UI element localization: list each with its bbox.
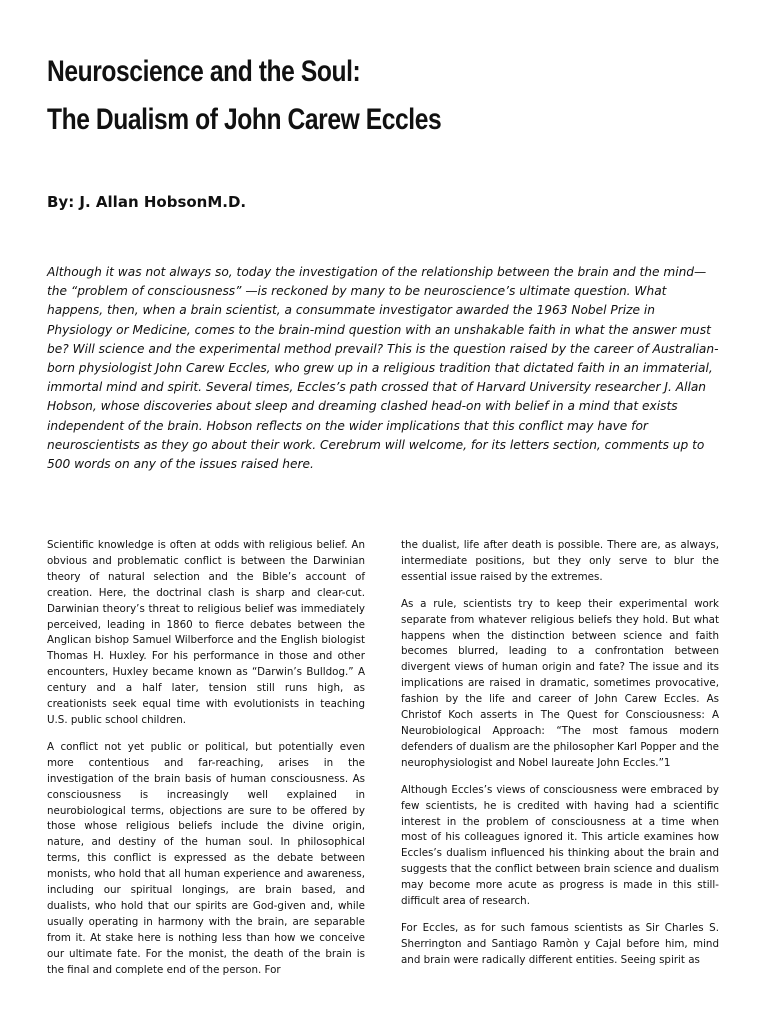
byline: By: J. Allan HobsonM.D. (47, 193, 247, 211)
left-column (47, 538, 365, 989)
article-title (47, 48, 737, 144)
paragraph: As a rule, scientists try to keep their experimental work separate from whatever religious beliefs they hold. But what happens when the distinction between science and faith becomes blurred, leading to a confrontation between divergent views of human origin and fate? The issue and its implications are raised in dramatic, sometimes provocative, fashion by the life and career of John Carew Eccles. As Christof Koch asserts in The Quest for Consciousness: A Neurobiological Approach: “The most famous modern defenders of dualism are the philosopher Karl Popper and the neurophysiologist and Nobel laureate John Eccles.”1 (401, 597, 719, 769)
paragraph: For Eccles, as for such famous scientists as Sir Charles S. Sherrington and Santiago Ramòn y Cajal before him, mind and brain were radically different entities. Seeing spirit as (401, 921, 719, 966)
paragraph: Although Eccles’s views of consciousness were embraced by few scientists, he is credited with having had a scientific interest in the problem of consciousness at a time when most of his colleagues ignored it. This article examines how Eccles’s dualism influenced his thinking about the brain and suggests that the conflict between brain science and dualism may become more acute as progress is made in this still-difficult area of research. (401, 783, 719, 908)
right-column (401, 538, 719, 980)
abstract: Although it was not always so, today the investigation of the relationship between the brain and the mind—the “problem of consciousness” —is reckoned by many to be neuroscience’s ultimate question. What happens, then, when a brain scientist, a consummate investigator awarded the 1963 Nobel Prize in Physiology or Medicine, comes to the brain-mind question with an unshakable faith in what the answer must be? Will science and the experimental method prevail? This is the question raised by the career of Australian-born physiologist John Carew Eccles, who grew up in a religious tradition that dictated faith in an immaterial, immortal mind and spirit. Several times, Eccles’s path crossed that of Harvard University researcher J. Allan Hobson, whose discoveries about sleep and dreaming clashed head-on with belief in a mind that exists independent of the brain. Hobson reflects on the wider implications that this conflict may have for neuroscientists as they go about their work. Cerebrum will welcome, for its letters section, comments up to 500 words on any of the issues raised here. (47, 265, 719, 472)
paragraph: Scientific knowledge is often at odds with religious belief. An obvious and problematic conflict is between the Darwinian theory of natural selection and the Bible’s account of creation. Here, the doctrinal clash is sharp and clear-cut. Darwinian theory’s threat to religious belief was immediately perceived, leading in 1860 to fierce debates between the Anglican bishop Samuel Wilberforce and the English biologist Thomas H. Huxley. For his performance in those and other encounters, Huxley became known as “Darwin’s Bulldog.” A century and a half later, tension still runs high, as creationists seek equal time with evolutionists in teaching U.S. public school children. (47, 539, 365, 726)
title-line-2: The Dualism of John Carew Eccles (47, 103, 442, 136)
paragraph: the dualist, life after death is possible. There are, as always, intermediate positions, but they only serve to blur the essential issue raised by the extremes. (401, 539, 719, 583)
paragraph: A conflict not yet public or political, but potentially even more contentious and far-reaching, arises in the investigation of the brain basis of human consciousness. As consciousness is increasingly well explained in neurobiological terms, objections are sure to be offered by those whose religious beliefs include the divine origin, nature, and destiny of the human soul. In philosophical terms, this conflict is expressed as the debate between monists, who hold that all human experience and awareness, including our spiritual longings, are brain based, and dualists, who hold that our spirits are God-given and, while usually operating in harmony with the brain, are separable from it. At stake here is nothing less than how we conceive our ultimate fate. For the monist, the death of the brain is the final and complete end of the person. For (47, 740, 365, 976)
title-line-1: Neuroscience and the Soul: (47, 55, 361, 88)
